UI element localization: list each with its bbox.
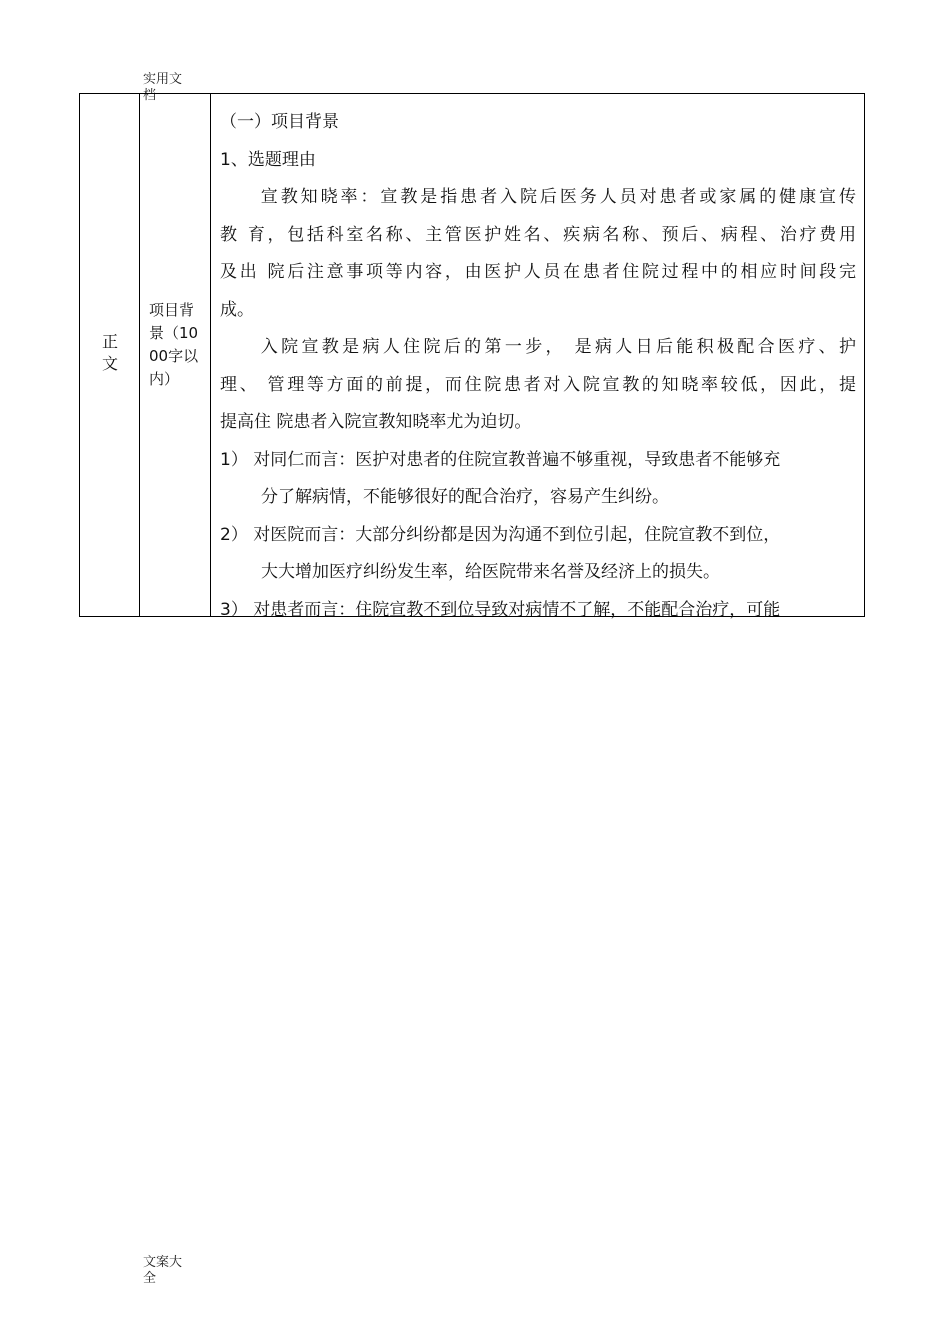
page-header-note: 实用文档 — [143, 72, 183, 103]
para2-line: 理、 管理等方面的前提，而住院患者对入院宣教的知晓率较低，因此，提 — [220, 374, 856, 395]
list-item-1-cont: 分了解病情，不能够很好的配合治疗，容易产生纠纷。 — [261, 487, 669, 507]
para2-line: 入院宣教是病人住院后的第一步， 是病人日后能积极配合医疗、护 — [260, 337, 856, 357]
list-item-3: 3） 对患者而言：住院宣教不到位导致对病情不了解，不能配合治疗，可能 — [220, 599, 781, 620]
proposal-form-table — [79, 93, 865, 620]
para1-line: 及出 院后注意事项等内容，由医护人员在患者住院过程中的相应时间段完 — [220, 262, 856, 282]
content-column — [211, 94, 864, 620]
section-column — [80, 94, 140, 616]
field-label-column — [140, 94, 211, 616]
para2-line: 提高住 院患者入院宣教知晓率尤为迫切。 — [220, 412, 532, 432]
para1-line: 成。 — [220, 299, 254, 320]
para1-line: 宣教知晓率：宣教是指患者入院后医务人员对患者或家属的健康宣传 — [260, 187, 856, 207]
content-subheading: 1、选题理由 — [220, 149, 316, 170]
list-item-2-cont: 大大增加医疗纠纷发生率，给医院带来名誉及经济上的损失。 — [261, 562, 720, 582]
list-item-2: 2） 对医院而言：大部分纠纷都是因为沟通不到位引起，住院宣教不到位， — [220, 524, 781, 545]
project-background-content — [220, 104, 856, 629]
content-heading: （一）项目背景 — [220, 112, 339, 132]
para1-line: 教 育，包括科室名称、主管医护姓名、疾病名称、预后、病程、治疗费用 — [220, 224, 856, 245]
page-footer-note: 文案大全 — [143, 1255, 183, 1286]
list-item-1: 1） 对同仁而言：医护对患者的住院宣教普遍不够重视，导致患者不能够充 — [220, 449, 781, 470]
section-label: 正文 — [101, 332, 118, 373]
field-label: 项目背景（1000字以内） — [149, 301, 199, 388]
